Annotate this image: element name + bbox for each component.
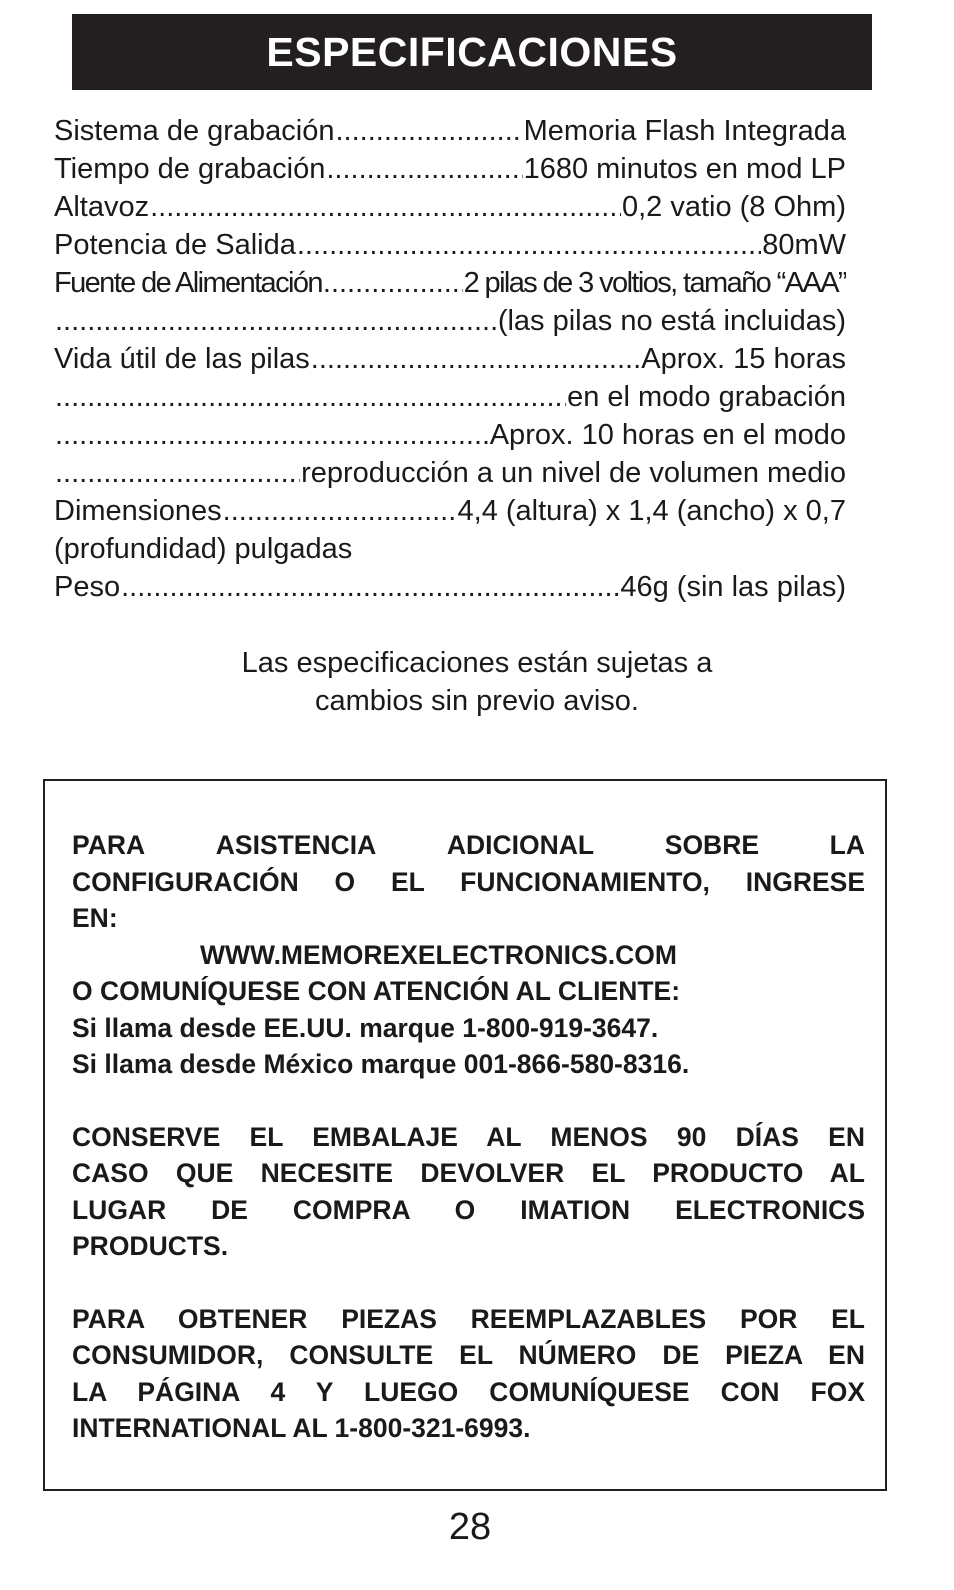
- leader-dots: [326, 150, 522, 188]
- spacer: [72, 1083, 865, 1119]
- contact-line: O COMUNÍQUESE CON ATENCIÓN AL CLIENTE:: [72, 976, 681, 1006]
- word: LA: [829, 830, 865, 860]
- mexico-phone-line: Si llama desde México marque 001-866-580-8316.: [72, 1049, 690, 1079]
- assistance-line: EN:: [72, 903, 118, 933]
- spec-value: 2 pilas de 3 voltios, tamaño “AAA”: [463, 267, 846, 299]
- word: ASISTENCIA: [215, 830, 377, 860]
- leader-dots: [55, 416, 489, 454]
- spec-row-battery-life-recording: [54, 378, 846, 416]
- assistance-paragraph: [72, 827, 865, 1083]
- leader-dots: [55, 302, 497, 340]
- spec-value: 46g (sin las pilas): [620, 571, 846, 603]
- parts-line: PARA OBTENER PIEZAS REEMPLAZABLES POR EL: [72, 1303, 865, 1334]
- assistance-line: CONFIGURACIÓN O EL FUNCIONAMIENTO, INGRESE: [72, 866, 865, 897]
- usa-phone-line: Si llama desde EE.UU. marque 1-800-919-3647.: [72, 1012, 659, 1043]
- packaging-line: PRODUCTS.: [72, 1231, 229, 1261]
- leader-dots: [311, 340, 640, 378]
- leader-dots: [55, 378, 566, 416]
- spec-label: Potencia de Salida: [54, 229, 296, 261]
- packaging-line: CASO QUE NECESITE DEVOLVER EL PRODUCTO AL: [72, 1158, 865, 1188]
- notice-line: cambios sin previo aviso.: [315, 685, 639, 717]
- packaging-paragraph: [72, 1119, 865, 1265]
- spacer: [72, 1265, 865, 1301]
- spec-value: reproducción a un nivel de volumen medio: [301, 457, 846, 489]
- spec-row-weight: [54, 568, 846, 606]
- spec-value: 80mW: [762, 229, 846, 261]
- spec-row-battery-life-volume: [54, 454, 846, 492]
- support-content: [72, 827, 865, 1447]
- leader-dots: [323, 264, 463, 302]
- specifications-list: [54, 112, 846, 606]
- spec-label: Vida útil de las pilas: [54, 343, 310, 375]
- notice-line: Las especificaciones están sujetas a: [241, 647, 713, 679]
- specifications-notice: [0, 644, 954, 720]
- spec-row-batteries-note: [54, 302, 846, 340]
- parts-line: CONSUMIDOR, CONSULTE EL NÚMERO DE PIEZA EN: [72, 1340, 865, 1370]
- parts-line: INTERNATIONAL AL 1-800-321-6993.: [72, 1413, 531, 1443]
- spec-label: Fuente de Alimentación: [54, 267, 322, 299]
- leader-dots: [297, 226, 761, 264]
- spec-row-battery-life-playback: [54, 416, 846, 454]
- section-title: ESPECIFICACIONES: [266, 28, 678, 75]
- spec-row-speaker: [54, 188, 846, 226]
- leader-dots: [121, 568, 619, 606]
- spec-value: Aprox. 15 horas: [641, 343, 846, 375]
- leader-dots: [223, 492, 457, 530]
- support-info-box: [43, 779, 887, 1491]
- word: ADICIONAL: [446, 830, 595, 860]
- spec-row-recording-time: [54, 150, 846, 188]
- spec-value: Aprox. 10 horas en el modo: [489, 419, 846, 451]
- spec-value: Memoria Flash Integrada: [523, 115, 846, 147]
- leader-dots: [336, 112, 523, 150]
- parts-line: LA PÁGINA 4 Y LUEGO COMUNÍQUESE CON FOX: [72, 1376, 865, 1407]
- spec-value: (las pilas no está incluidas): [497, 305, 846, 337]
- parts-paragraph: [72, 1301, 865, 1447]
- assistance-line: [72, 827, 865, 864]
- spec-row-recording-system: [54, 112, 846, 150]
- spec-label: Peso: [54, 571, 121, 603]
- spec-value: 4,4 (altura) x 1,4 (ancho) x 0,7: [457, 495, 846, 527]
- packaging-line: LUGAR DE COMPRA O IMATION ELECTRONICS: [72, 1194, 865, 1225]
- spec-value: 0,2 vatio (8 Ohm): [621, 191, 846, 223]
- word: PARA: [72, 830, 146, 860]
- spec-continuation: (profundidad) pulgadas: [54, 533, 353, 565]
- section-header: [72, 14, 872, 90]
- spec-label: Tiempo de grabación: [54, 153, 326, 185]
- spec-row-dimensions-continued: [54, 530, 846, 568]
- spec-value: en el modo grabación: [567, 381, 846, 413]
- spec-row-battery-life: [54, 340, 846, 378]
- spec-value: 1680 minutos en mod LP: [523, 153, 846, 185]
- packaging-line: CONSERVE EL EMBALAJE AL MENOS 90 DÍAS EN: [72, 1121, 865, 1152]
- leader-dots: [150, 188, 621, 226]
- page-number: 28: [448, 1506, 492, 1548]
- spec-label: Dimensiones: [54, 495, 222, 527]
- website-link[interactable]: WWW.MEMOREXELECTRONICS.COM: [200, 939, 677, 970]
- spec-label: Sistema de grabación: [54, 115, 335, 147]
- spec-row-dimensions: [54, 492, 846, 530]
- word: SOBRE: [664, 830, 760, 860]
- spec-row-output-power: [54, 226, 846, 264]
- spec-label: Altavoz: [54, 191, 150, 223]
- spec-row-power-source: [54, 264, 846, 302]
- leader-dots: [55, 454, 300, 492]
